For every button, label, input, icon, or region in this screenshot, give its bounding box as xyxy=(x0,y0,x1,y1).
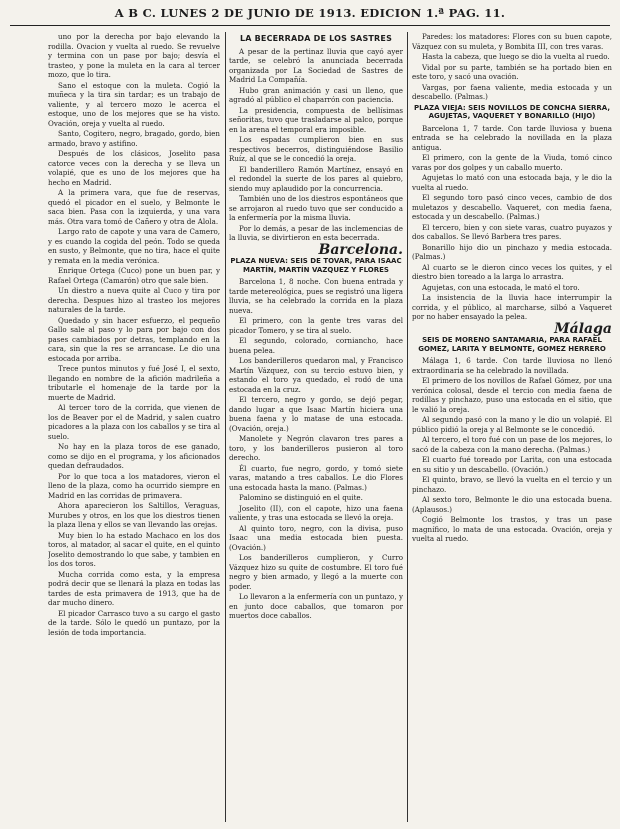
section-subtitle: PLAZA NUEVA: SEIS DE TOVAR, PARA ISAAC MARTÍN, MARTÍN VAZQUEZ Y FLORES xyxy=(230,257,402,274)
paragraph: El segundo toro pasó cinco veces, cambio de dos muletazos y descabello. Vaqueret, con media faena, estocada y un descabello. (Palmas.) xyxy=(412,193,612,221)
paragraph: Por lo demás, a pesar de las inclemencias de la lluvia, se divirtieron en esta becerrada. xyxy=(229,223,403,242)
paragraph: El tercero, negro y gordo, se dejó pegar, dando lugar a que Isaac Martín hiciera una buena faena y lo matase de una estocada. (Ovación, oreja.) xyxy=(229,395,403,433)
paragraph: El primero de los novillos de Rafael Gómez, por una verónica colosal, desde el tercio con media faena de rodillas y pinchazo, puso una estocada en el sitio, que le valió la oreja. xyxy=(412,376,612,414)
paragraph: Un diestro a nueva quite al Cuco y tira por derecha. Despues hizo al trasteo los mejores naturales de la tarde. xyxy=(48,286,220,314)
paragraph: Santo, Cogitero, negro, bragado, gordo, bien armado, bravo y astifino. xyxy=(48,129,220,148)
paragraph: La presidencia, compuesta de bellísimas señoritas, tuvo que trasladarse al palco, porque en la arena el temporal era imposible. xyxy=(229,105,403,134)
column-rule-1 xyxy=(225,32,226,822)
column-rule-2 xyxy=(407,32,408,822)
header-title: A B C. LUNES 2 DE JUNIO DE 1913. EDICION 1.ª PAG. 11. xyxy=(114,6,506,20)
paragraph: Los banderilleros quedaron mal, y Francisco Martín Vázquez, con su tercio estuvo bien, y estando el toro ya quedado, el rodó de una estocada en la cruz. xyxy=(229,356,403,394)
paragraph: El primero, con la gente tres varas del picador Tomero, y se tira al suelo. xyxy=(229,316,403,335)
paragraph: Enrique Ortega (Cuco) pone un buen par, y Rafael Ortega (Camarón) otro que sale bien. xyxy=(48,266,220,285)
paragraph: Por lo que toca a los matadores, vieron el lleno de la plaza, como ha ocurrido siempre en Madrid en las corridas de primavera. xyxy=(48,471,220,500)
paragraph: A pesar de la pertinaz lluvia que cayó ayer tarde, se celebró la anunciada becerrada organizada por La Sociedad de Sastres de Madrid La Compañía. xyxy=(229,46,403,84)
section-title: LA BECERRADA DE LOS SASTRES xyxy=(239,34,393,43)
paragraph: Quedado y sin hacer esfuerzo, el pequeño Gallo sale al paso y lo para por bajo con dos pases cambiados por detras, templando en la cara, sin que la res se arrancase. Le dio una estocada por arriba. xyxy=(48,315,220,363)
paragraph: El tercero, bien y con siete varas, cuatro puyazos y dos caballos. Se llevó Barbera tres pares. xyxy=(412,222,612,241)
paragraph: El quinto, bravo, se llevó la vuelta en el tercio y un pinchazo. xyxy=(412,475,612,494)
paragraph: Bonarillo hijo dio un pinchazo y media estocada. (Palmas.) xyxy=(412,242,612,261)
paragraph: Agujetas, con una estocada, le mató el toro. xyxy=(422,282,580,292)
paragraph: Después de los clásicos, Joselito pasa catorce veces con la derecha y se lleva un volapié, que es uno de los mejores que ha hecho en Madrid. xyxy=(48,149,220,187)
paragraph: Mucha corrida como esta, y la empresa podrá decir que se llenará la plaza en todas las tardes de esta primavera de 1913, que ha de dar mucho dinero. xyxy=(48,569,220,607)
paragraph: Paredes: los matadores: Flores con su buen capote, Vázquez con su muleta, y Bombita III, con tres varas. xyxy=(412,32,612,51)
page-header xyxy=(10,3,610,26)
paragraph: El picador Carrasco tuvo a su cargo el gasto de la tarde. Sólo le quedó un puntazo, por la lesión de toda importancia. xyxy=(48,608,220,637)
paragraph: El segundo, colorado, corniancho, hace buena pelea. xyxy=(229,336,403,355)
paragraph: Al cuarto se le dieron cinco veces los quites, y el diestro bien toreado a la larga lo arrastra. xyxy=(412,262,612,281)
city-heading: Barcelona. xyxy=(318,241,403,258)
paragraph: Él cuarto, fue negro, gordo, y tomó siete varas, matando a tres caballos. Le dio Flores una estocada hasta la mano. (Palmas.) xyxy=(229,463,403,492)
paragraph: Agujetas lo mató con una estocada baja, y le dio la vuelta al ruedo. xyxy=(412,173,612,192)
paragraph: Hubo gran animación y casi un lleno, que agradó al público el chaparrón con paciencia. xyxy=(229,85,403,104)
column-2 xyxy=(229,32,403,822)
paragraph: Largo rato de capote y una vara de Camero, y es cuando la cogida del peón. Todo se queda en susto, y Belmonte, que no tira, hace el quite y remata en la media verónica. xyxy=(48,227,220,265)
paragraph: Al quinto toro, negro, con la divisa, puso Isaac una media estocada bien puesta. (Ovación.) xyxy=(229,523,403,552)
city-heading: Málaga xyxy=(554,320,612,337)
paragraph: El primero, con la gente de la Viuda, tomó cinco varas por dos golpes y un caballo muerto. xyxy=(412,153,612,172)
paragraph: Joselito (II), con el capote, hizo una faena valiente, y tras una estocada se llevó la oreja. xyxy=(229,503,403,522)
paragraph: Ahora aparecieron los Saltillos, Veraguas, Murubes y otros, en los que los diestros tienen la plaza llena y ellos se van llevando las orejas. xyxy=(48,501,220,529)
paragraph: Los espadas cumplieron bien en sus respectivos becerros, distinguiéndose Basilio Ruíz, al que se le concedió la oreja. xyxy=(229,135,403,163)
paragraph: Muy bien lo ha estado Machaco en los dos toros, al matador, al sacar el quite, en el quinto Joselito demostrando lo que sabe, y tambien en los dos toros. xyxy=(48,530,220,568)
paragraph: Vargas, por faena valiente, media estocada y un descabello. (Palmas.) xyxy=(412,82,612,101)
section-subtitle: SEIS DE MORENO SANTAMARIA, PARA RAFAEL GOMEZ, LARITA Y BELMONTE, GOMEZ HERRERO xyxy=(418,336,606,353)
column-1 xyxy=(48,32,220,822)
paragraph: Málaga 1, 6 tarde. Con tarde lluviosa no llenó extraordinaria se ha celebrado la novillada. xyxy=(412,356,612,375)
paragraph: Al sexto toro, Belmonte le dio una estocada buena. (Aplausos.) xyxy=(412,495,612,514)
paragraph: Hasta la cabeza, que luego se dio la vuelta al ruedo. xyxy=(422,52,610,61)
paragraph: Al tercer toro de la corrida, que vienen de los de Beaver por el de Madrid, y salen cuatro picadores a la plaza con los caballos y se tira al suelo. xyxy=(48,403,220,441)
paragraph: Barcelona 1, 7 tarde. Con tarde lluviosa y buena entrada se ha celebrado la novillada en la plaza antigua. xyxy=(412,123,612,152)
paragraph: Sano el estoque con la muleta. Cogió la muñeca y la tira sin tardar; es un trabajo de valiente, y al tercero mozo le acerca el estoque, uno de los mejores que se ha visto. Ovación, oreja y vuelta al ruedo. xyxy=(48,80,220,128)
paragraph: Vidal por su parte, también se ha portado bien en este toro, y sacó una ovación. xyxy=(412,62,612,81)
section-subtitle: PLAZA VIEJA: SEIS NOVILLOS DE CONCHA SIERRA, AGUJETAS, VAQUERET Y BONARILLO (HIJO) xyxy=(413,103,611,120)
paragraph: uno por la derecha por bajo elevando la rodilla. Ovacion y vuelta al ruedo. Se revuelve y termina con un pase por bajo; desvía el trasteo, y pone la muleta en la cara al tercer mozo, que lo tira. xyxy=(48,32,220,79)
paragraph: Barcelona 1, 8 noche. Con buena entrada y tarde metereológica, pues se registró una ligera lluvia, se ha celebrado la corrida en la plaza nueva. xyxy=(229,277,403,315)
paragraph: Trece puntos minutos y fué José I, el sexto, llegando en nombre de la afición madrileña a tributarle el homenaje de la tarde por la muerte de Madrid. xyxy=(48,364,220,402)
paragraph: A la primera vara, que fue de reservas, quedó el picador en el suelo, y Belmonte le saca bien. Pasa con la izquierda, y una vara más. Otra vara tomó de Cañero y otra de Alola. xyxy=(48,188,220,226)
paragraph: No hay en la plaza toros de ese ganado, como se dijo en el programa, y los aficionados quedan defraudados. xyxy=(48,442,220,470)
column-3 xyxy=(412,32,612,822)
paragraph: Cogió Belmonte los trastos, y tras un pase magnífico, lo mata de una estocada. Ovación, oreja y vuelta al ruedo. xyxy=(412,515,612,543)
paragraph: También uno de los diestros espontáneos que se arrojaron al ruedo tuvo que ser conducido a la enfermería por la misma lluvia. xyxy=(229,194,403,222)
paragraph: Manolete y Negrón clavaron tres pares a toro, y los banderilleros pusieron al toro derecho. xyxy=(229,434,403,462)
paragraph: Al tercero, el toro fué con un pase de los mejores, lo sacó de la cabeza con la mano derecha. (Palmas.) xyxy=(412,435,612,454)
paragraph: La insistencia de la lluvia hace interrumpir la corrida, y el público, al marcharse, silbó a Vaqueret por no haber ensayado la pelea. xyxy=(412,293,612,321)
paragraph: Los banderilleros cumplieron, y Curro Vázquez hizo su quite de costumbre. El toro fué negro y bien armado, y llegó a la muerte con poder. xyxy=(229,553,403,591)
paragraph: Palomino se distinguió en el quite. xyxy=(239,493,363,502)
paragraph: Lo llevaron a la enfermería con un puntazo, y en junto doce caballos, que tomaron por muertos doce caballos. xyxy=(229,592,403,620)
paragraph: El banderillero Ramón Martínez, ensayó en el redondel la suerte de los pares al quiebro, siendo muy aplaudido por la concurrencia. xyxy=(229,164,403,193)
paragraph: Al segundo pasó con la mano y le dio un volapié. El público pidió la oreja y al Belmonte se le concedió. xyxy=(412,415,612,434)
paragraph: El cuarto fué toreado por Larita, con una estocada en su sitio y un descabello. (Ovación.) xyxy=(412,455,612,474)
